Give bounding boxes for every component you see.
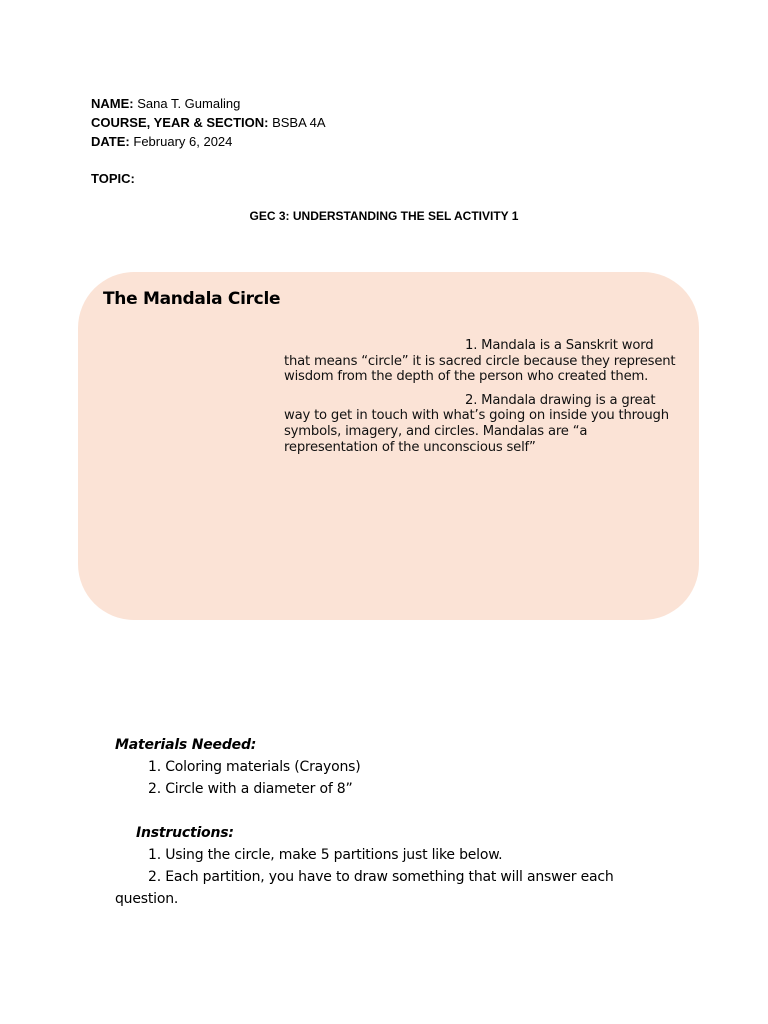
name-row xyxy=(91,94,326,113)
name-label: NAME: xyxy=(91,96,134,111)
date-row xyxy=(91,132,326,151)
card-title: The Mandala Circle xyxy=(103,289,281,309)
materials-item-1: 1. Coloring materials (Crayons) xyxy=(148,759,361,775)
topic-label: TOPIC: xyxy=(91,171,135,186)
date-label: DATE: xyxy=(91,134,130,149)
activity-section xyxy=(115,734,675,910)
name-value: Sana T. Gumaling xyxy=(133,96,241,111)
course-row xyxy=(91,113,326,132)
course-value: BSBA 4A xyxy=(268,115,326,130)
materials-item-2: 2. Circle with a diameter of 8” xyxy=(148,781,353,797)
card-paragraph-1: 1. Mandala is a Sanskrit word that means “circle” it is sacred circle because they represent wisdom from the depth of the person who created them. xyxy=(284,338,676,385)
instructions-item-2: 2. Each partition, you have to draw something that will answer each question. xyxy=(115,869,614,907)
course-label: COURSE, YEAR & SECTION: xyxy=(91,115,269,130)
student-info xyxy=(91,94,326,151)
instructions-item-1: 1. Using the circle, make 5 partitions just like below. xyxy=(148,847,503,863)
materials-heading: Materials Needed: xyxy=(115,737,257,753)
card-body xyxy=(284,338,676,463)
card-paragraph-2: 2. Mandala drawing is a great way to get in touch with what’s going on inside you through symbols, imagery, and circles. Mandalas are “a representation of the unconscious self” xyxy=(284,392,669,455)
mandala-info-card xyxy=(78,272,699,620)
document-title: GEC 3: UNDERSTANDING THE SEL ACTIVITY 1 xyxy=(249,209,519,223)
date-value: February 6, 2024 xyxy=(129,134,233,149)
instructions-heading: Instructions: xyxy=(136,825,234,841)
